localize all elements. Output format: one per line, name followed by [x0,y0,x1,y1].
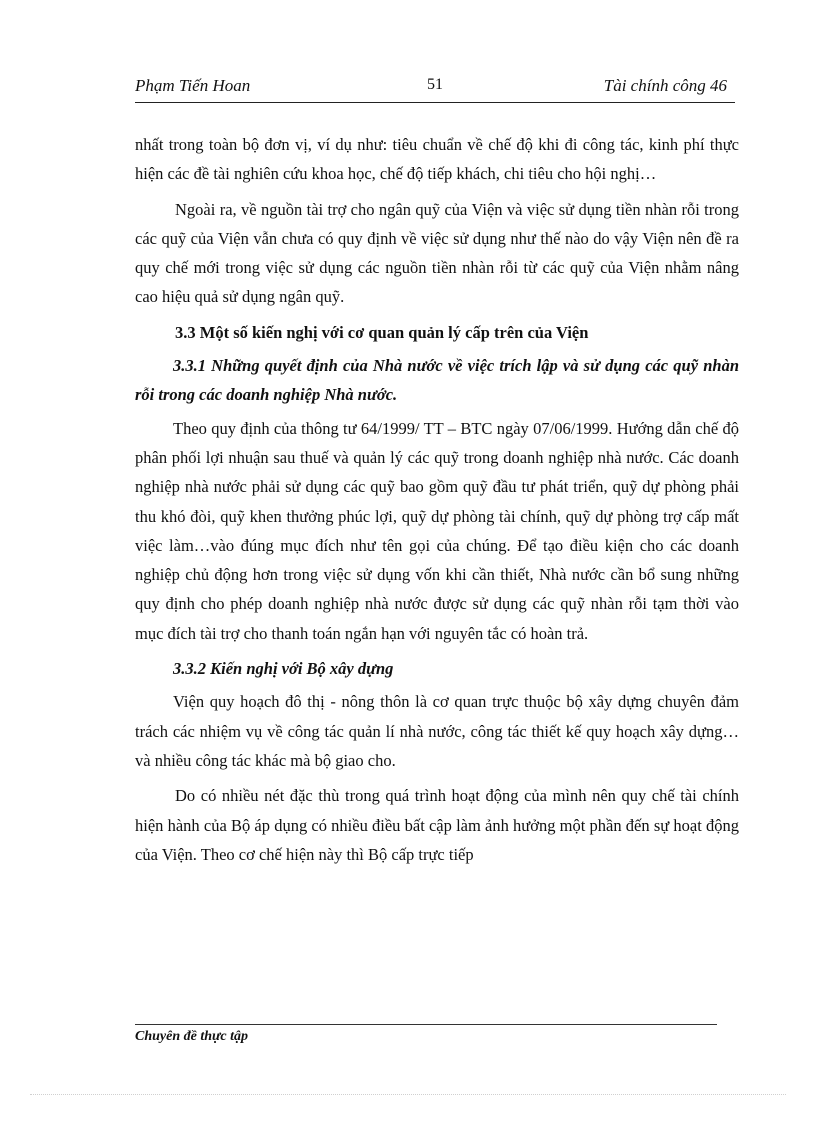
paragraph-1: nhất trong toàn bộ đơn vị, ví dụ như: tiêu chuẩn về chế độ khi đi công tác, kinh phí thực hiện các đề tài nghiên cứu khoa học, chế độ tiếp khách, chi tiêu cho hội nghị… [135,135,739,184]
paragraph-5: Do có nhiều nét đặc thù trong quá trình hoạt động của mình nên quy chế tài chính hiện hành của Bộ áp dụng có nhiều điều bất cập làm ảnh hưởng một phần đến sự hoạt động của Viện. Theo cơ chế hiện này thì Bộ cấp trực tiếp [135,786,739,864]
header-author: Phạm Tiến Hoan [135,76,251,95]
paragraph-4: Viện quy hoạch đô thị - nông thôn là cơ quan trực thuộc bộ xây dựng chuyên đảm trách các nhiệm vụ về công tác quản lí nhà nước, công tác thiết kế quy hoạch xây dựng… và nhiều công tác khác mà bộ giao cho. [135,692,739,770]
footer-label: Chuyên đề thực tập [135,1029,249,1044]
page-header [135,74,735,103]
footer-divider [135,1024,717,1025]
subsection-heading-3-3-1: 3.3.1 Những quyết định của Nhà nước về việc trích lập và sử dụng các quỹ nhàn rỗi trong các doanh nghiệp Nhà nước. [135,356,739,405]
page-bottom-dotted-line [30,1094,786,1095]
section-heading-3-3: 3.3 Một số kiến nghị với cơ quan quản lý cấp trên của Viện [175,322,589,342]
paragraph-3: Theo quy định của thông tư 64/1999/ TT – BTC ngày 07/06/1999. Hướng dẫn chế độ phân phối lợi nhuận sau thuế và quản lý các quỹ trong doanh nghiệp nhà nước. Các doanh nghiệp nhà nước phải sử dụng các quỹ bao gồm quỹ đầu tư phát triển, quỹ dự phòng phải thu khó đòi, quỹ khen thưởng phúc lợi, quỹ dự phòng tài chính, quỹ dự phòng trợ cấp mất việc làm…vào đúng mục đích như tên gọi của chúng. Để tạo điều kiện cho các doanh nghiệp chủ động hơn trong việc sử dụng vốn khi cần thiết, Nhà nước cần bổ sung những quy định cho phép doanh nghiệp nhà nước được sử dụng các quỹ nhàn rỗi tạm thời vào mục đích tài trợ cho thanh toán ngắn hạn với nguyên tắc có hoàn trả. [135,418,739,643]
document-body [135,130,739,875]
paragraph-2: Ngoài ra, về nguồn tài trợ cho ngân quỹ của Viện và việc sử dụng tiền nhàn rỗi trong các quỹ của Viện vẫn chưa có quy định về việc sử dụng như thế nào do vậy Viện nên đề ra quy chế mới trong việc sử dụng các nguồn tiền nhàn rỗi từ các quỹ của Viện nhằm nâng cao hiệu quả sử dụng ngân quỹ. [135,199,739,307]
subsection-heading-3-3-2: 3.3.2 Kiến nghị với Bộ xây dựng [173,659,394,679]
page-number: 51 [427,76,443,93]
header-class-name: Tài chính công 46 [603,76,727,95]
